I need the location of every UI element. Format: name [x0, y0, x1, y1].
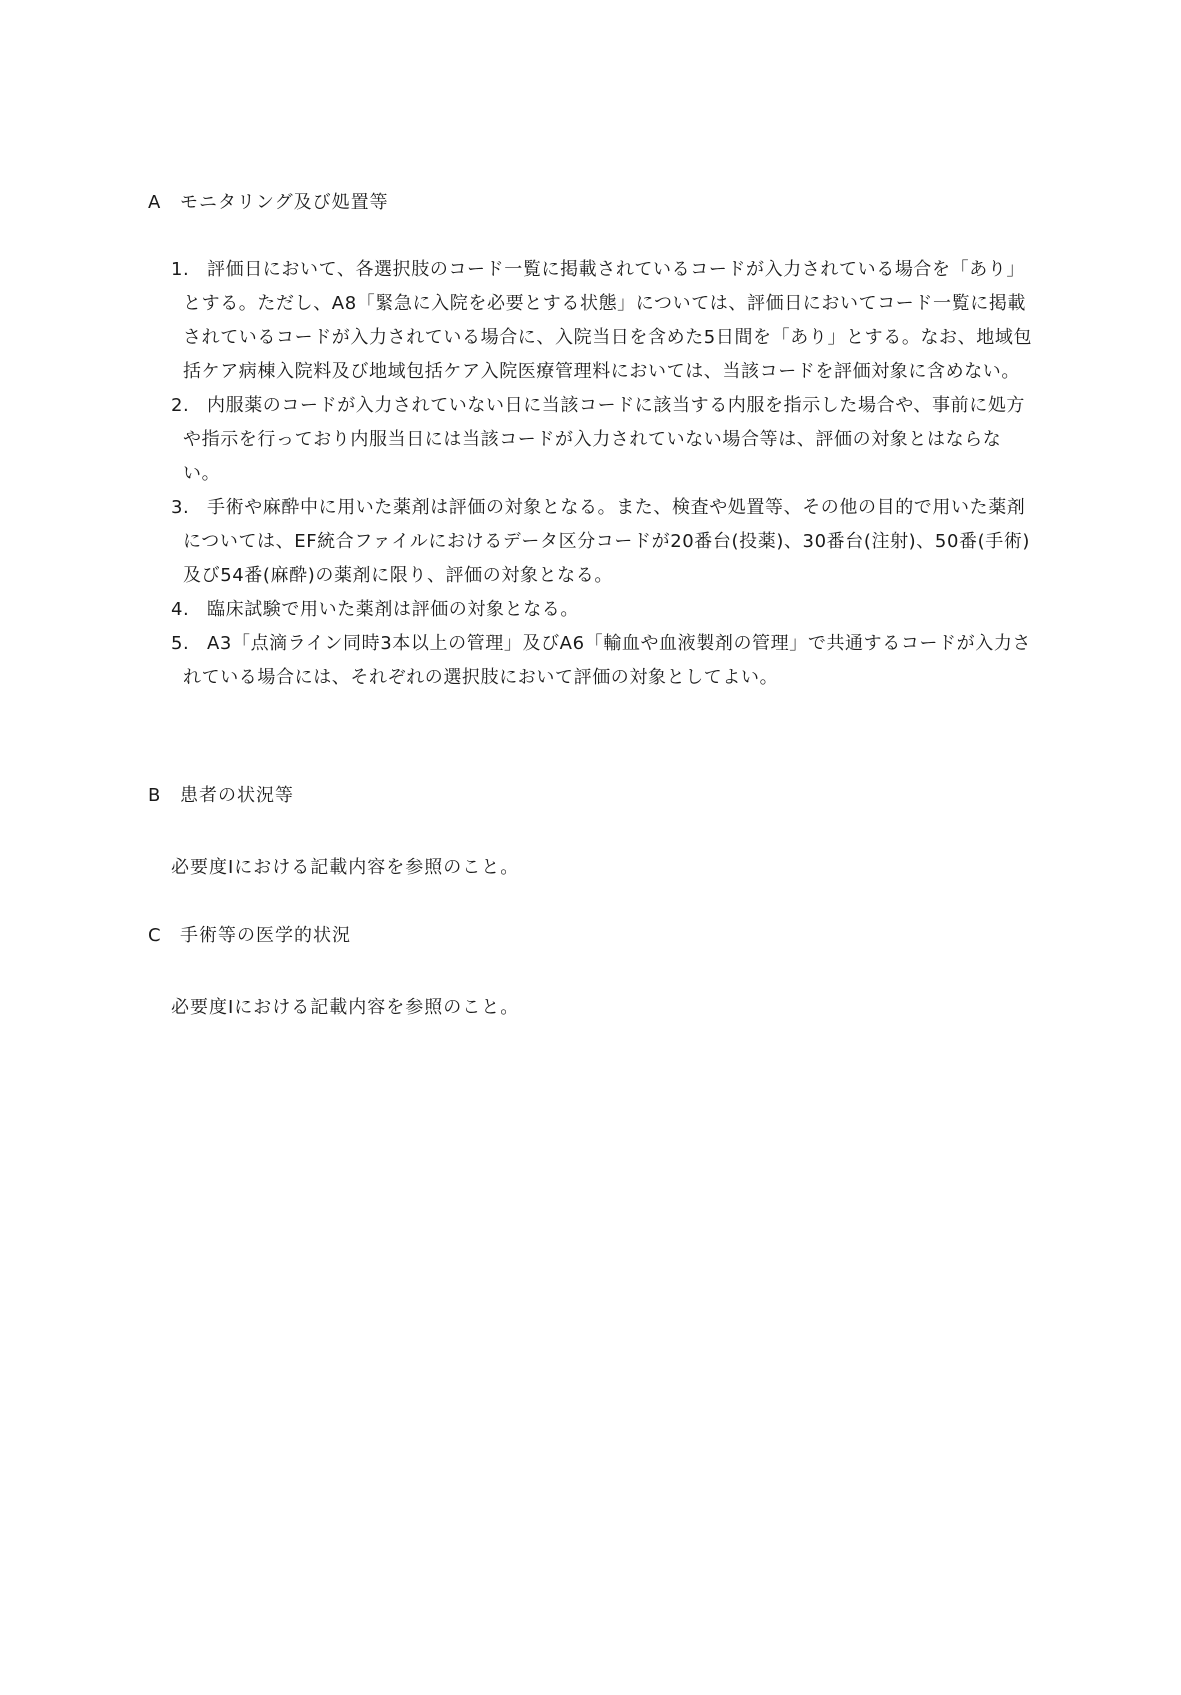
list-item-number: 1. [171, 259, 190, 280]
list-item [171, 253, 1033, 389]
list-item-text: A3「点滴ライン同時3本以上の管理」及びA6「輸血や血液製剤の管理」で共通するコードが入力されている場合には、それぞれの選択肢において評価の対象としてよい。 [183, 633, 1032, 688]
list-item [171, 627, 1033, 695]
list-item [171, 491, 1033, 593]
section-b-text: 必要度Ⅰにおける記載内容を参照のこと。 [171, 857, 520, 878]
section-c-text: 必要度Ⅰにおける記載内容を参照のこと。 [171, 997, 520, 1018]
list-item-number: 4. [171, 599, 190, 620]
list-item-text: 手術や麻酔中に用いた薬剤は評価の対象となる。また、検査や処置等、その他の目的で用いた薬剤については、EF統合ファイルにおけるデータ区分コードが20番台(投薬)、30番台(注射)、50番(手術)及び54番(麻酔)の薬剤に限り、評価の対象となる。 [183, 497, 1031, 586]
section-a-list [171, 253, 1033, 695]
section-a-title: モニタリング及び処置等 [180, 192, 389, 213]
list-item-number: 3. [171, 497, 190, 518]
section-b-heading [148, 781, 294, 807]
section-c-heading [148, 921, 351, 947]
section-b-letter: B [148, 785, 162, 806]
list-item-number: 5. [171, 633, 190, 654]
list-item-text: 評価日において、各選択肢のコード一覧に掲載されているコードが入力されている場合を「あり」とする。ただし、A8「緊急に入院を必要とする状態」については、評価日においてコード一覧に掲載されているコードが入力されている場合に、入院当日を含めた5日間を「あり」とする。なお、地域包括ケア病棟入院料及び地域包括ケア入院医療管理料においては、当該コードを評価対象に含めない。 [183, 259, 1033, 382]
list-item-number: 2. [171, 395, 190, 416]
section-c-title: 手術等の医学的状況 [180, 925, 351, 946]
list-item-text: 臨床試験で用いた薬剤は評価の対象となる。 [207, 599, 579, 620]
list-item-text: 内服薬のコードが入力されていない日に当該コードに該当する内服を指示した場合や、事前に処方や指示を行っており内服当日には当該コードが入力されていない場合等は、評価の対象とはならない。 [183, 395, 1026, 484]
section-a-heading [148, 188, 389, 214]
section-b-title: 患者の状況等 [180, 785, 294, 806]
list-item [171, 389, 1033, 491]
section-c-letter: C [148, 925, 162, 946]
list-item [171, 593, 1033, 627]
section-a-letter: A [148, 192, 162, 213]
